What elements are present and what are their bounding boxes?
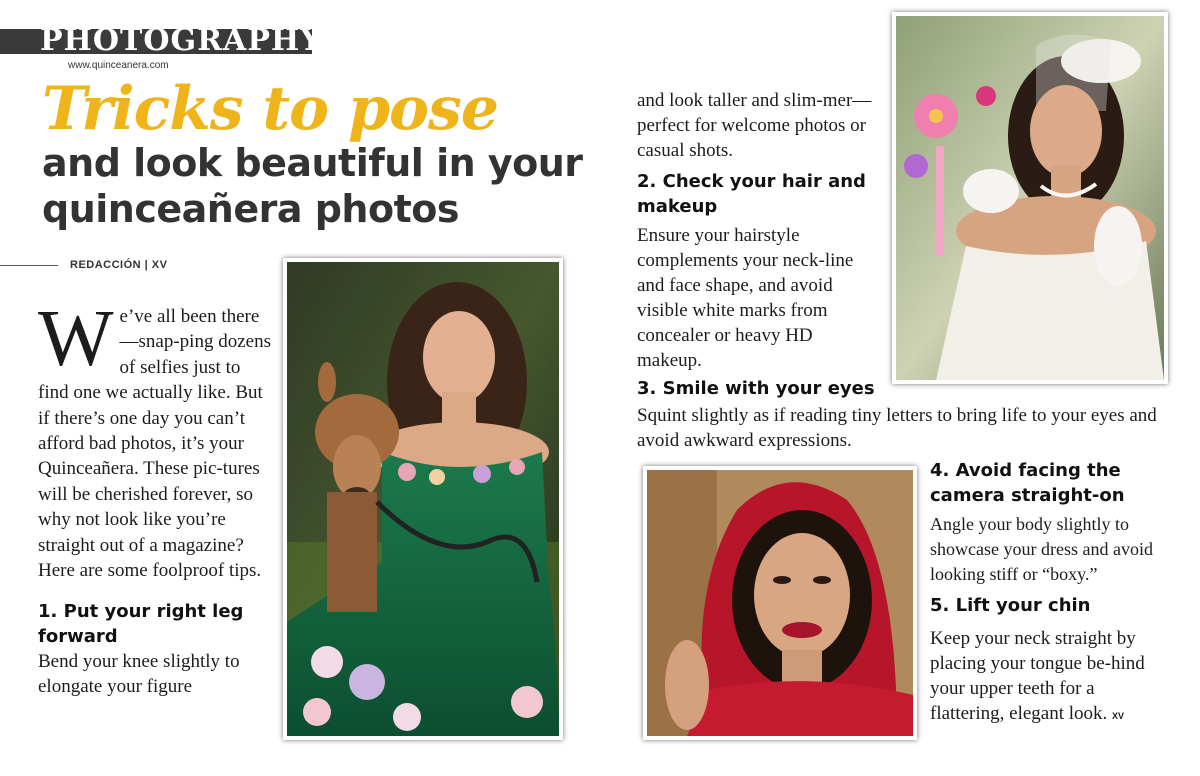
tip-5-body-text: Keep your neck straight by placing your tongue be-hind your upper teeth for a flattering, elegant look. <box>930 628 1145 724</box>
site-url[interactable]: www.quinceanera.com <box>68 60 169 71</box>
section-title: PHOTOGRAPHY <box>40 23 323 58</box>
headline-secondary: and look beautiful in your quinceañera photos <box>42 141 583 231</box>
tip-5-body <box>930 626 1160 729</box>
tip-2-body: Ensure your hairstyle complements your neck-line and face shape, and avoid visible white marks from concealer or heavy HD makeup. <box>637 225 854 371</box>
tip-1-title: 1. Put your right leg forward <box>38 601 244 648</box>
tip-3 <box>637 376 1167 453</box>
tip-1-continuation <box>637 88 877 373</box>
tip-1-body: Bend your knee slightly to elongate your figure <box>38 651 240 698</box>
headline-primary: Tricks to pose <box>42 74 499 144</box>
end-mark: XV <box>1112 711 1125 721</box>
photo-red-hood-image <box>647 470 913 736</box>
photo-alpaca-dress <box>283 258 563 740</box>
photo-red-hood <box>643 466 917 740</box>
photo-alpaca-dress-image <box>287 262 559 736</box>
intro-column <box>38 295 274 699</box>
byline-rule <box>0 265 58 266</box>
tip-1-body-cont: and look taller and slim-mer—perfect for welcome photos or casual shots. <box>637 90 872 161</box>
tip-2-title: 2. Check your hair and makeup <box>637 171 866 217</box>
tip-5-title: 5. Lift your chin <box>930 595 1091 616</box>
tip-3-body: Squint slightly as if reading tiny letters to bring life to your eyes and avoid awkward expressions. <box>637 405 1157 451</box>
tip-4-title: 4. Avoid facing the camera straight-on <box>930 460 1125 506</box>
tip-4-body: Angle your body slightly to showcase your dress and avoid looking stiff or “boxy.” <box>930 514 1153 584</box>
tip-3-title: 3. Smile with your eyes <box>637 378 875 399</box>
byline: REDACCIÓN | XV <box>70 259 168 271</box>
tips-4-5 <box>930 458 1160 729</box>
photo-veil-gloves-image <box>896 16 1164 380</box>
drop-cap: W <box>38 295 114 383</box>
photo-veil-gloves <box>892 12 1168 384</box>
intro-text: e’ve all been there—snap-ping dozens of selfies just to find one we actually like. But if there’s one day you can’t afford bad photos, it’s your Quinceañera. These pic-tures will be cherished forever, so why not look like you’re straight out of a magazine? Here are some foolproof tips. <box>38 306 271 582</box>
